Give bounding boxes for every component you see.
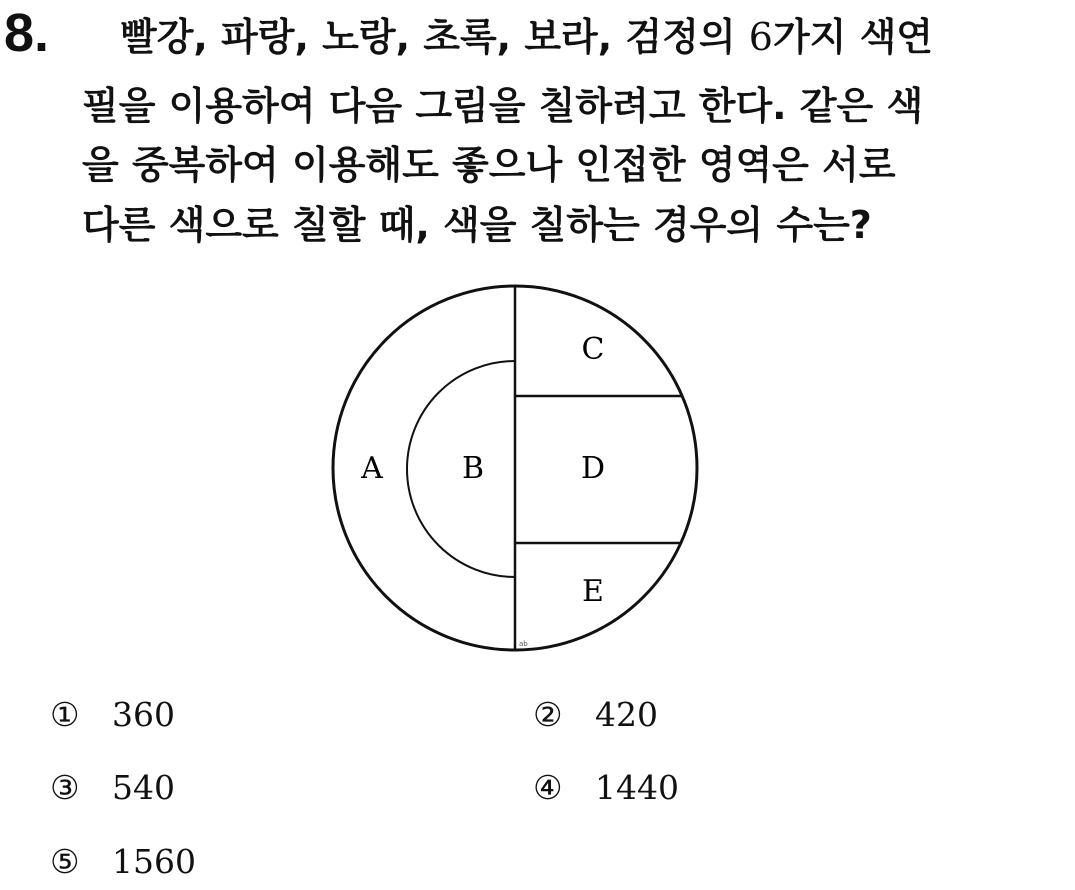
region-label-c: C	[581, 332, 605, 367]
question-line-4: 다른 색으로 칠할 때, 색을 칠하는 경우의 수는?	[82, 203, 872, 247]
corner-watermark: ab	[519, 640, 528, 648]
choice-2-value: 420	[595, 695, 658, 734]
choice-3-mark: ③	[50, 768, 80, 807]
choice-4-value: 1440	[595, 768, 679, 807]
choice-4-mark: ④	[533, 768, 563, 807]
region-label-d: D	[580, 451, 606, 486]
question-color-count: 6	[748, 15, 773, 59]
question-number: 8.	[4, 3, 50, 63]
choice-5-value: 1560	[112, 842, 196, 881]
choice-5-mark: ⑤	[50, 842, 80, 881]
region-label-b: B	[461, 451, 485, 486]
choice-1[interactable]	[50, 695, 175, 735]
choice-2[interactable]	[533, 695, 658, 735]
region-label-a: A	[361, 451, 383, 486]
question-line-1-pre: 빨강, 파랑, 노랑, 초록, 보라, 검정의	[120, 15, 749, 59]
question-line-1-post: 가지 색연	[772, 15, 934, 59]
choice-5[interactable]	[50, 842, 196, 882]
region-label-e: E	[582, 574, 604, 609]
choice-1-mark: ①	[50, 695, 80, 734]
choice-4[interactable]	[533, 768, 679, 808]
question-line-3: 을 중복하여 이용해도 좋으나 인접한 영역은 서로	[82, 143, 896, 187]
choice-3-value: 540	[112, 768, 175, 807]
choice-2-mark: ②	[533, 695, 563, 734]
choice-1-value: 360	[112, 695, 175, 734]
choice-3[interactable]	[50, 768, 175, 808]
question-line-2: 필을 이용하여 다음 그림을 칠하려고 한다. 같은 색	[82, 84, 924, 128]
